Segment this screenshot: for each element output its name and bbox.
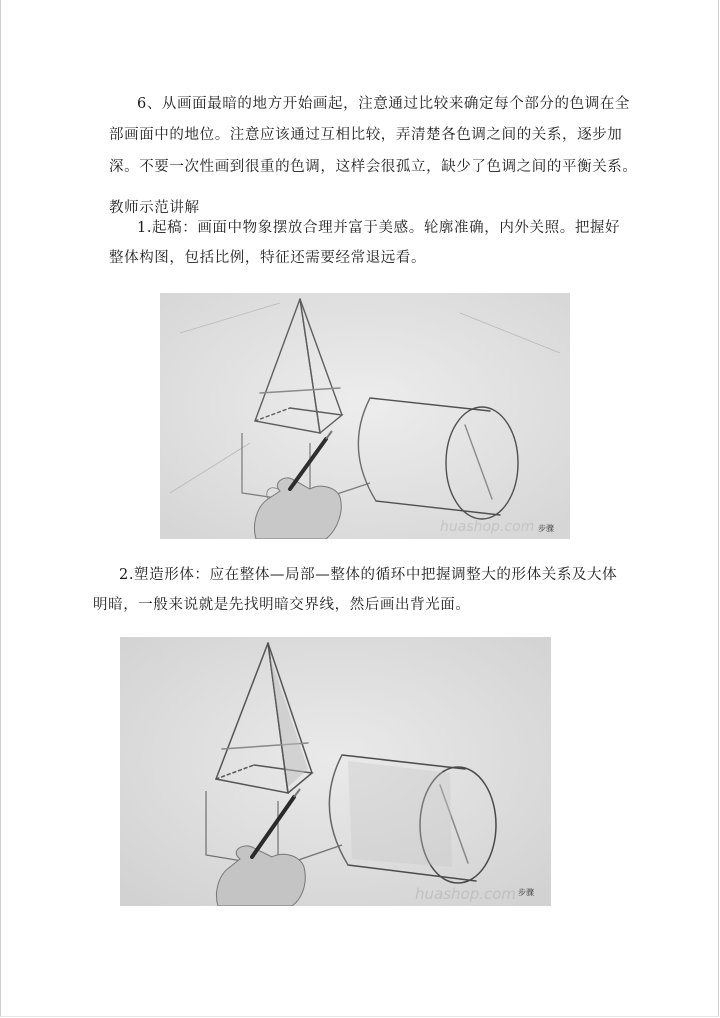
step-2-line-1: 2.塑造形体：应在整体—局部—整体的循环中把握调整大的形体关系及大体 bbox=[119, 567, 618, 583]
section-heading: 教师示范讲解 bbox=[109, 200, 200, 216]
sketch-photo-step-1 bbox=[160, 293, 570, 539]
step-1-line-2: 整体构图，包括比例，特征还需要经常退远看。 bbox=[109, 250, 427, 266]
step-2-line-2: 明暗，一般来说就是先找明暗交界线，然后画出背光面。 bbox=[93, 597, 471, 613]
paragraph-6-line-2: 部画面中的地位。注意应该通过互相比较，弄清楚各色调之间的关系，逐步加 bbox=[109, 127, 623, 143]
watermark-text: huashop.com bbox=[440, 519, 535, 535]
watermark-text: huashop.com bbox=[415, 885, 517, 903]
paragraph-6-line-1: 6、从画面最暗的地方开始画起，注意通过比较来确定每个部分的色调在全 bbox=[137, 96, 631, 112]
step-mark: 步骤 bbox=[538, 524, 554, 533]
sketch-photo-step-2 bbox=[120, 637, 551, 906]
step-mark: 步骤 bbox=[518, 888, 534, 897]
paragraph-6-line-3: 深。不要一次性画到很重的色调，这样会很孤立，缺少了色调之间的平衡关系。 bbox=[109, 159, 638, 175]
step-1-line-1: 1.起稿：画面中物象摆放合理并富于美感。轮廓准确，内外关照。把握好 bbox=[137, 220, 621, 236]
